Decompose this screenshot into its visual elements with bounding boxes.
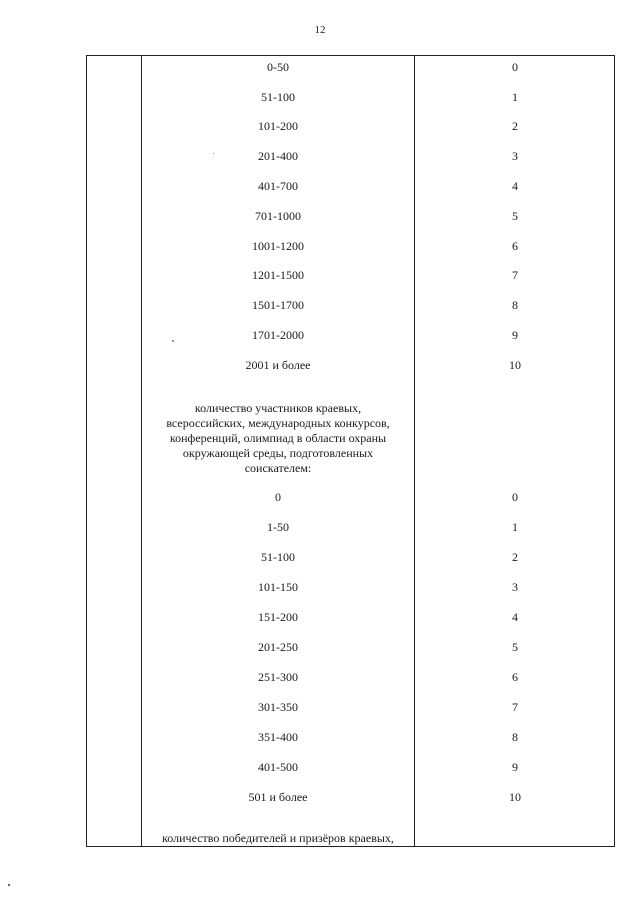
- score-cell: 1: [512, 90, 518, 104]
- criterion-heading-line: соискателем:: [244, 461, 312, 475]
- range-cell: 201-400: [258, 149, 298, 163]
- score-cell: 7: [512, 700, 518, 714]
- score-cell: 8: [512, 298, 518, 312]
- score-cell: 4: [512, 179, 518, 193]
- range-cell: 1201-1500: [252, 268, 304, 282]
- score-cell: 0: [512, 60, 518, 74]
- range-cell: 51-100: [261, 550, 295, 564]
- score-cell: 7: [512, 268, 518, 282]
- score-cell: 4: [512, 610, 518, 624]
- score-cell: 6: [512, 670, 518, 684]
- range-cell: 2001 и более: [245, 358, 311, 372]
- range-cell: 101-200: [258, 119, 298, 133]
- score-cell: 8: [512, 730, 518, 744]
- score-cell: 9: [512, 328, 518, 342]
- score-cell: 9: [512, 760, 518, 774]
- range-cell: 351-400: [258, 730, 298, 744]
- range-cell: 1001-1200: [252, 239, 304, 253]
- range-cell: 0: [275, 490, 281, 504]
- range-cell: 1701-2000: [252, 328, 304, 342]
- criterion-heading-partial: количество победителей и призёров краевых,: [162, 831, 394, 845]
- range-cell: 401-500: [258, 760, 298, 774]
- score-cell: 1: [512, 520, 518, 534]
- range-cell: 1-50: [267, 520, 289, 534]
- range-cell: 0-50: [267, 60, 289, 74]
- score-cell: 10: [509, 790, 521, 804]
- score-cell: 3: [512, 580, 518, 594]
- range-cell: 301-350: [258, 700, 298, 714]
- range-cell: 251-300: [258, 670, 298, 684]
- criterion-heading-line: конференций, олимпиад в области охраны: [169, 431, 387, 445]
- column-divider-2: [414, 55, 415, 847]
- score-cell: 2: [512, 119, 518, 133]
- table-border-right: [614, 55, 615, 847]
- score-cell: 10: [509, 358, 521, 372]
- score-cell: 5: [512, 640, 518, 654]
- range-cell: 401-700: [258, 179, 298, 193]
- range-cell: 1501-1700: [252, 298, 304, 312]
- criterion-heading: [142, 401, 414, 476]
- score-cell: 6: [512, 239, 518, 253]
- scan-speck: [213, 153, 214, 154]
- table-border-left: [86, 55, 87, 847]
- criteria-table: [86, 55, 615, 847]
- criterion-heading-line: количество участников краевых,: [194, 401, 362, 415]
- score-cell: 0: [512, 490, 518, 504]
- score-cell: 2: [512, 550, 518, 564]
- criterion-heading-line: окружающей среды, подготовленных: [182, 446, 374, 460]
- scan-speck: [172, 340, 174, 342]
- range-cell: 201-250: [258, 640, 298, 654]
- page-number: 12: [314, 24, 326, 36]
- score-cell: 3: [512, 149, 518, 163]
- scan-speck: [8, 884, 10, 886]
- range-cell: 51-100: [261, 90, 295, 104]
- table-top-border: [86, 55, 615, 56]
- range-cell: 101-150: [258, 580, 298, 594]
- range-cell: 501 и более: [248, 790, 308, 804]
- range-cell: 701-1000: [255, 209, 301, 223]
- table-bottom-border: [86, 846, 615, 847]
- range-cell: 151-200: [258, 610, 298, 624]
- score-cell: 5: [512, 209, 518, 223]
- criterion-heading-line: всероссийских, международных конкурсов,: [166, 416, 390, 430]
